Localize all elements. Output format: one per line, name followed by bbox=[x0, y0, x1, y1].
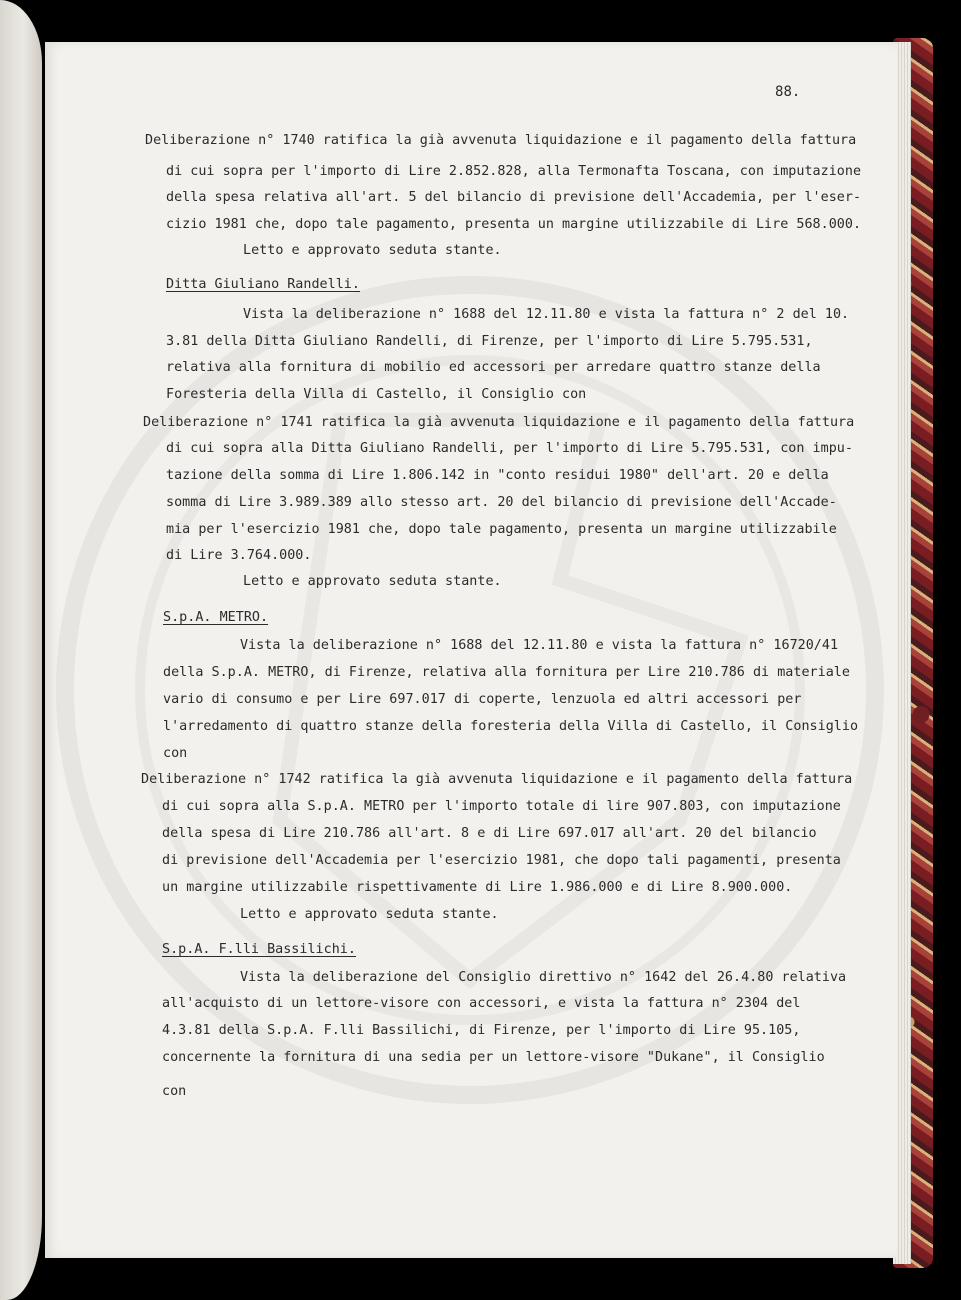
text-line: somma di Lire 3.989.389 allo stesso art. 20 del bilancio di previsione dell'Accade- bbox=[166, 495, 837, 510]
text-line: concernente la fornitura di una sedia per un lettore-visore "Dukane", il Consiglio bbox=[162, 1050, 825, 1065]
text-line: di previsione dell'Accademia per l'esercizio 1981, che dopo tali pagamenti, presenta bbox=[162, 853, 841, 868]
text-line: Deliberazione n° 1740 ratifica la già avvenuta liquidazione e il pagamento della fattura bbox=[145, 133, 857, 148]
text-line: Letto e approvato seduta stante. bbox=[243, 243, 502, 258]
text-line: all'acquisto di un lettore-visore con accessori, e vista la fattura n° 2304 del bbox=[162, 996, 801, 1011]
text-line: con bbox=[163, 746, 188, 761]
section-heading: S.p.A. F.lli Bassilichi. bbox=[162, 942, 356, 957]
text-line: l'arredamento di quattro stanze della foresteria della Villa di Castello, il Consiglio bbox=[163, 719, 859, 734]
text-line: cizio 1981 che, dopo tale pagamento, presenta un margine utilizzabile di Lire 568.000. bbox=[166, 217, 862, 232]
section-heading: S.p.A. METRO. bbox=[163, 610, 269, 625]
page-number: 88. bbox=[775, 84, 801, 100]
text-line: Vista la deliberazione n° 1688 del 12.11.80 e vista la fattura n° 16720/41 bbox=[240, 638, 839, 653]
text-line: Vista la deliberazione n° 1688 del 12.11.80 e vista la fattura n° 2 del 10. bbox=[243, 307, 850, 322]
text-line: Deliberazione n° 1741 ratifica la già avvenuta liquidazione e il pagamento della fattura bbox=[143, 415, 855, 430]
text-line: tazione della somma di Lire 1.806.142 in "conto residui 1980" dell'art. 20 e della bbox=[166, 468, 829, 483]
facing-page-edge bbox=[0, 0, 42, 1300]
text-line: un margine utilizzabile rispettivamente di Lire 1.986.000 e di Lire 8.900.000. bbox=[162, 880, 793, 895]
section-heading: Ditta Giuliano Randelli. bbox=[166, 277, 360, 292]
text-line: di cui sopra alla Ditta Giuliano Randelli, per l'importo di Lire 5.795.531, con impu- bbox=[166, 441, 853, 456]
text-line: della spesa relativa all'art. 5 del bilancio di previsione dell'Accademia, per l'eser- bbox=[166, 190, 862, 205]
text-line: vario di consumo e per Lire 697.017 di coperte, lenzuola ed altri accessori per bbox=[163, 692, 802, 707]
text-line: di cui sopra per l'importo di Lire 2.852.828, alla Termonafta Toscana, con imputazione bbox=[166, 164, 862, 179]
text-line: Foresteria della Villa di Castello, il Consiglio con bbox=[166, 387, 587, 402]
text-line: della S.p.A. METRO, di Firenze, relativa alla fornitura per Lire 210.786 di materiale bbox=[163, 665, 850, 680]
text-line: mia per l'esercizio 1981 che, dopo tale pagamento, presenta un margine utilizzabile bbox=[166, 522, 837, 537]
text-line: 4.3.81 della S.p.A. F.lli Bassilichi, di Firenze, per l'importo di Lire 95.105, bbox=[162, 1023, 801, 1038]
text-line: di cui sopra alla S.p.A. METRO per l'importo totale di lire 907.803, con imputazione bbox=[162, 799, 841, 814]
text-line: di Lire 3.764.000. bbox=[166, 548, 312, 563]
text-line: con bbox=[162, 1084, 187, 1099]
text-line: relativa alla fornitura di mobilio ed accessori per arredare quattro stanze della bbox=[166, 360, 821, 375]
text-line: Letto e approvato seduta stante. bbox=[240, 907, 499, 922]
text-line: della spesa di Lire 210.786 all'art. 8 e di Lire 697.017 all'art. 20 del bilancio bbox=[162, 826, 817, 841]
text-line: Vista la deliberazione del Consiglio direttivo n° 1642 del 26.4.80 relativa bbox=[240, 970, 847, 985]
text-line: Deliberazione n° 1742 ratifica la già avvenuta liquidazione e il pagamento della fattura bbox=[141, 772, 853, 787]
text-line: 3.81 della Ditta Giuliano Randelli, di Firenze, per l'importo di Lire 5.795.531, bbox=[166, 334, 813, 349]
text-line: Letto e approvato seduta stante. bbox=[243, 574, 502, 589]
